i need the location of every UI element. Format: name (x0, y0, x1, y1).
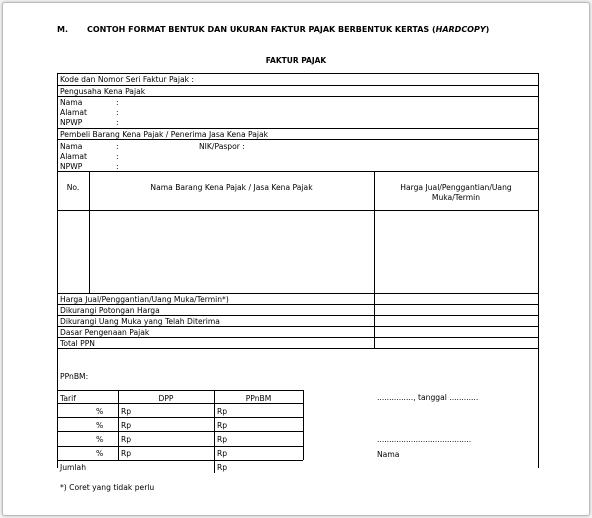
section-title: CONTOH FORMAT BENTUK DAN UKURAN FAKTUR PAJAK BERBENTUK KERTAS (HARDCOPY) (87, 25, 490, 34)
document-page (2, 2, 590, 516)
ppnbm-row1-percent: % (96, 407, 104, 416)
ppnbm-row1-ppnbm-rp: Rp (217, 407, 228, 416)
summary-dpp: Dasar Pengenaan Pajak (60, 328, 150, 337)
pembeli-npwp-label: NPWP (60, 162, 83, 171)
pengusaha-npwp-colon: : (116, 118, 119, 127)
pembeli-alamat-colon: : (116, 152, 119, 161)
ppnbm-row3-ppnbm-rp: Rp (217, 435, 228, 444)
summary-total-ppn: Total PPN (60, 339, 95, 348)
ppnbm-row3-percent: % (96, 435, 104, 444)
ppnbm-col-dpp: DPP (158, 394, 174, 403)
col-harga-header-line1: Harga Jual/Penggantian/Uang (400, 183, 512, 192)
signature-line: ....................................... (377, 435, 472, 444)
ppnbm-col-ppnbm: PPnBM (245, 394, 272, 403)
section-number: M. (57, 25, 68, 34)
ppnbm-jumlah-label: Jumlah (60, 463, 87, 472)
signature-name: Nama (377, 450, 400, 459)
kode-seri-label: Kode dan Nomor Seri Faktur Pajak : (60, 75, 194, 84)
pengusaha-heading: Pengusaha Kena Pajak (60, 87, 146, 96)
ppnbm-row2-ppnbm-rp: Rp (217, 421, 228, 430)
pengusaha-nama-label: Nama (60, 98, 83, 107)
col-harga-header-line2: Muka/Termin (431, 193, 481, 202)
pembeli-nama-colon: : (116, 142, 119, 151)
pembeli-heading: Pembeli Barang Kena Pajak / Penerima Jasa Kena Pajak (60, 130, 269, 139)
ppnbm-col-tarif: Tarif (60, 394, 76, 403)
pengusaha-npwp-label: NPWP (60, 118, 83, 127)
col-nama-header: Nama Barang Kena Pajak / Jasa Kena Pajak (150, 183, 313, 192)
ppnbm-row2-dpp-rp: Rp (121, 421, 132, 430)
summary-uang-muka: Dikurangi Uang Muka yang Telah Diterima (60, 317, 220, 326)
ppnbm-row4-ppnbm-rp: Rp (217, 449, 228, 458)
ppnbm-jumlah-rp: Rp (217, 463, 228, 472)
summary-harga-jual: Harga Jual/Penggantian/Uang Muka/Termin*) (60, 295, 229, 304)
pengusaha-nama-colon: : (116, 98, 119, 107)
form-title: FAKTUR PAJAK (265, 56, 327, 65)
ppnbm-row3-dpp-rp: Rp (121, 435, 132, 444)
pembeli-npwp-colon: : (116, 162, 119, 171)
ppnbm-row2-percent: % (96, 421, 104, 430)
ppnbm-label: PPnBM: (60, 372, 89, 381)
nik-paspor-label: NIK/Paspor : (199, 142, 245, 151)
pengusaha-alamat-colon: : (116, 108, 119, 117)
pembeli-alamat-label: Alamat (60, 152, 87, 161)
ppnbm-row4-percent: % (96, 449, 104, 458)
pembeli-nama-label: Nama (60, 142, 83, 151)
signature-place-date: ..............., tanggal ............ (377, 393, 479, 402)
pengusaha-alamat-label: Alamat (60, 108, 87, 117)
ppnbm-row1-dpp-rp: Rp (121, 407, 132, 416)
ppnbm-row4-dpp-rp: Rp (121, 449, 132, 458)
col-no-header: No. (66, 183, 80, 192)
summary-potongan: Dikurangi Potongan Harga (60, 306, 160, 315)
footnote: *) Coret yang tidak perlu (60, 483, 155, 492)
